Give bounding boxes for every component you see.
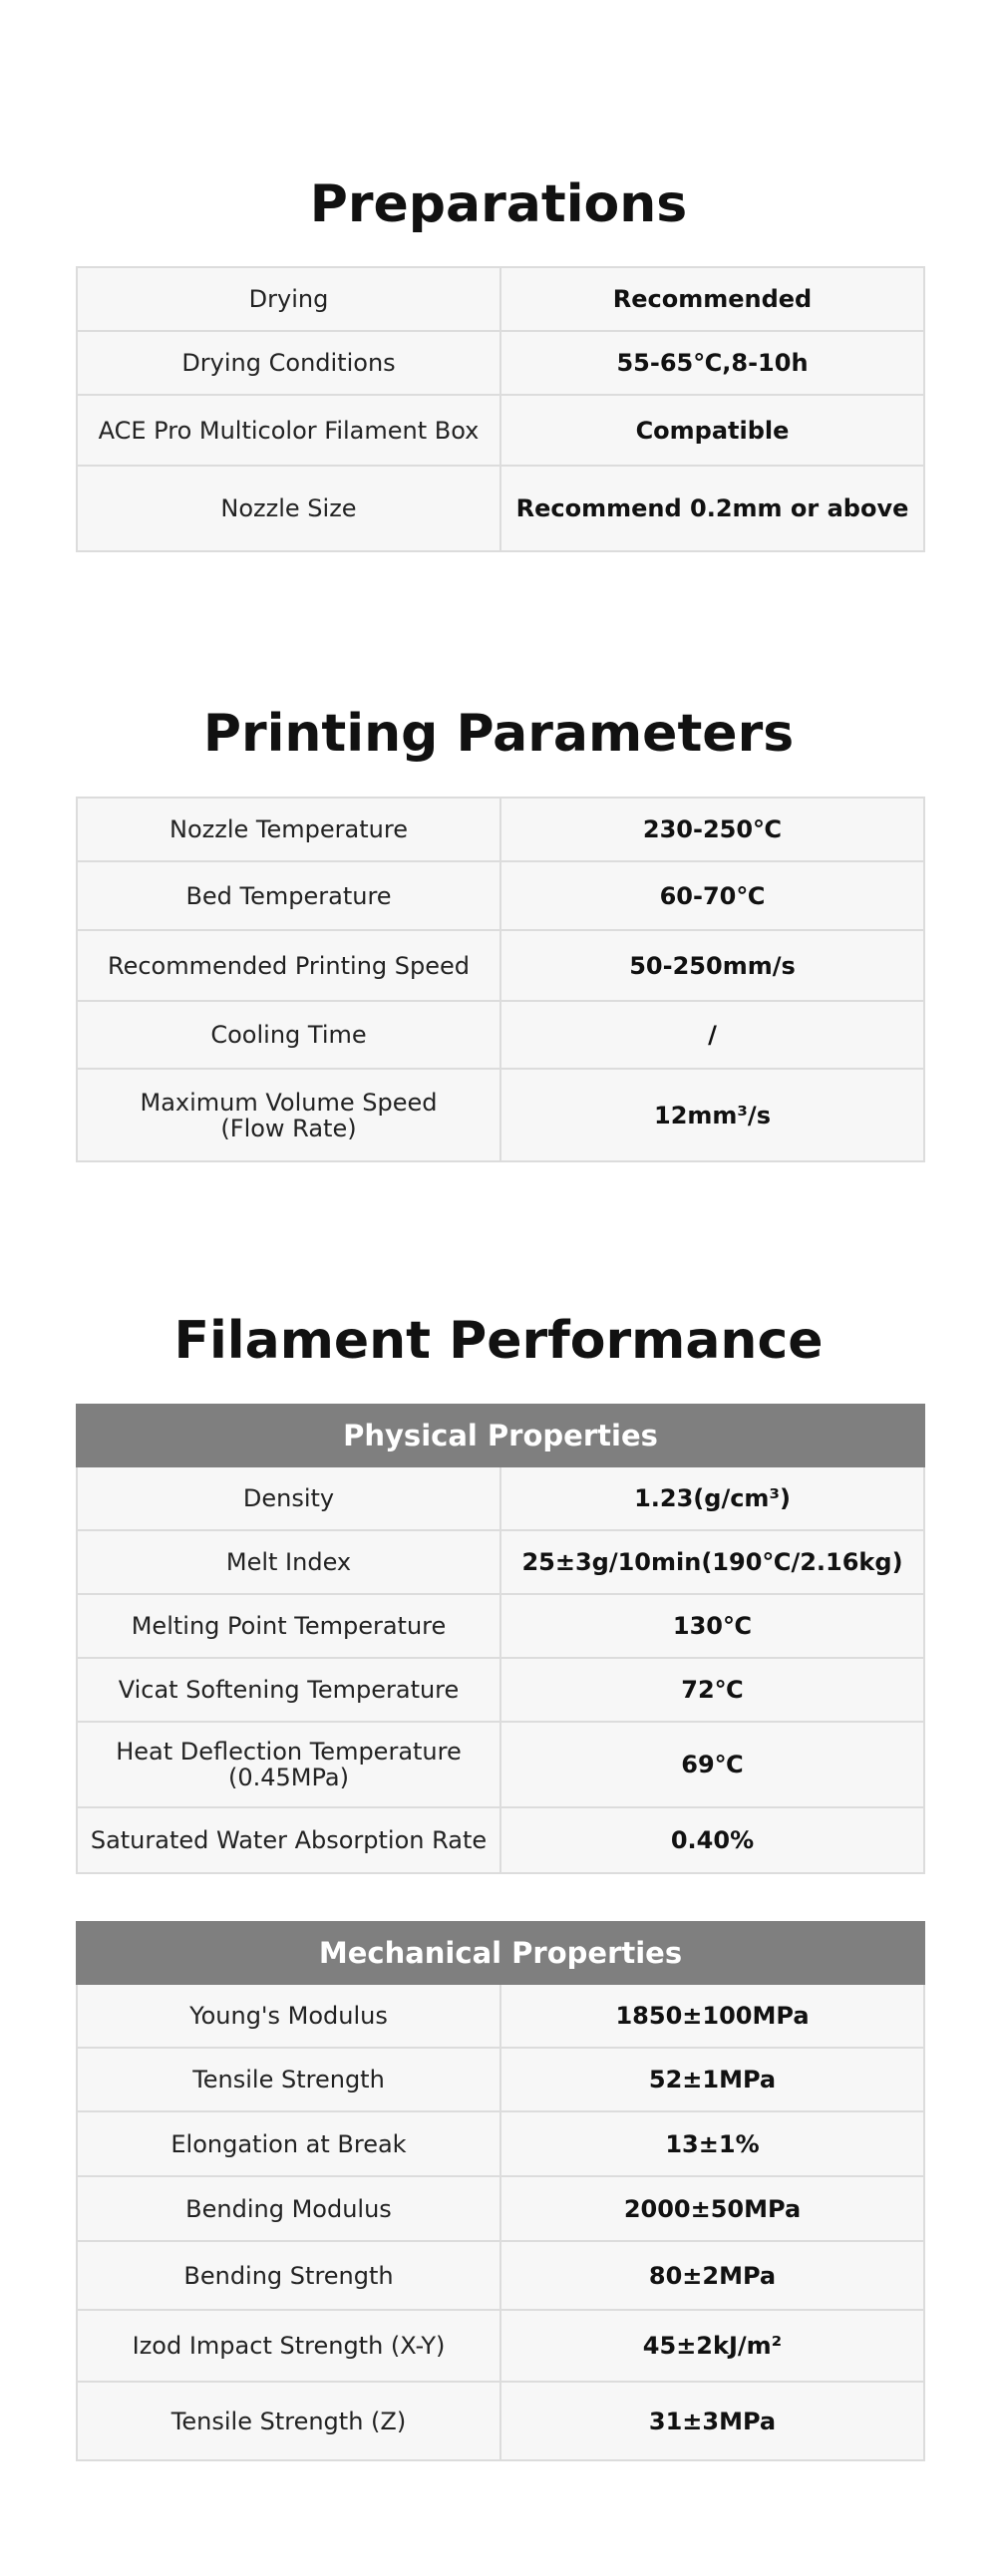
table-row [77, 1658, 924, 1722]
row-label [77, 1069, 500, 1161]
row-label: Bending Strength [77, 2241, 500, 2310]
table-row [77, 2241, 924, 2310]
row-label: Elongation at Break [77, 2111, 500, 2176]
row-value: 1.23(g/cm³) [500, 1466, 924, 1530]
row-value: 25±3g/10min(190℃/2.16kg) [500, 1530, 924, 1594]
table-row [77, 2310, 924, 2382]
row-label: ACE Pro Multicolor Filament Box [77, 395, 500, 466]
table-row [77, 1069, 924, 1161]
table-row [77, 466, 924, 551]
row-value: 0.40% [500, 1807, 924, 1873]
physical-properties-table [76, 1404, 925, 1874]
row-label: Saturated Water Absorption Rate [77, 1807, 500, 1873]
row-value: 12mm³/s [500, 1069, 924, 1161]
row-label: Melt Index [77, 1530, 500, 1594]
row-value: Recommend 0.2mm or above [500, 466, 924, 551]
row-value: 45±2kJ/m² [500, 2310, 924, 2382]
preparations-title: Preparations [309, 174, 688, 234]
row-label: Nozzle Size [77, 466, 500, 551]
row-label: Recommended Printing Speed [77, 930, 500, 1001]
row-label: Drying [77, 267, 500, 331]
row-value: 60-70℃ [500, 861, 924, 930]
table-row [77, 2382, 924, 2460]
row-label: Young's Modulus [77, 1984, 500, 2048]
row-label [77, 1722, 500, 1807]
table-row [77, 1530, 924, 1594]
row-value: 1850±100MPa [500, 1984, 924, 2048]
table-row [77, 1594, 924, 1658]
row-label-sub: (0.45MPa) [228, 1764, 349, 1791]
row-value: 31±3MPa [500, 2382, 924, 2460]
row-label: Cooling Time [77, 1001, 500, 1069]
row-label-main: Maximum Volume Speed [140, 1088, 438, 1117]
row-value: Recommended [500, 267, 924, 331]
row-value: 2000±50MPa [500, 2176, 924, 2241]
table-row [77, 2176, 924, 2241]
physical-properties-header: Physical Properties [77, 1405, 924, 1466]
table-row [77, 1001, 924, 1069]
preparations-table [76, 266, 925, 552]
table-row [77, 1466, 924, 1530]
table-row [77, 2111, 924, 2176]
row-value: Compatible [500, 395, 924, 466]
row-label: Tensile Strength [77, 2048, 500, 2111]
filament-performance-title: Filament Performance [173, 1311, 824, 1371]
row-value: 72℃ [500, 1658, 924, 1722]
table-row [77, 1807, 924, 1873]
table-row [77, 267, 924, 331]
row-value: 69℃ [500, 1722, 924, 1807]
table-row [77, 798, 924, 861]
row-value: 55-65℃,8-10h [500, 331, 924, 395]
printing-parameters-title: Printing Parameters [202, 704, 795, 764]
table-header-row [77, 1405, 924, 1466]
row-label: Drying Conditions [77, 331, 500, 395]
row-label: Izod Impact Strength (X-Y) [77, 2310, 500, 2382]
table-row [77, 395, 924, 466]
row-value: 50-250mm/s [500, 930, 924, 1001]
row-label: Bending Modulus [77, 2176, 500, 2241]
row-value: 230-250℃ [500, 798, 924, 861]
row-label: Melting Point Temperature [77, 1594, 500, 1658]
row-value: 130℃ [500, 1594, 924, 1658]
printing-parameters-table [76, 797, 925, 1162]
row-label-sub: (Flow Rate) [220, 1114, 357, 1142]
row-label: Vicat Softening Temperature [77, 1658, 500, 1722]
table-row [77, 1984, 924, 2048]
mechanical-properties-header: Mechanical Properties [77, 1922, 924, 1984]
row-label: Tensile Strength (Z) [77, 2382, 500, 2460]
row-label: Nozzle Temperature [77, 798, 500, 861]
row-value: / [500, 1001, 924, 1069]
table-row [77, 861, 924, 930]
table-header-row [77, 1922, 924, 1984]
table-row [77, 331, 924, 395]
row-value: 13±1% [500, 2111, 924, 2176]
row-label-main: Heat Deflection Temperature [116, 1738, 462, 1766]
table-row [77, 930, 924, 1001]
row-value: 52±1MPa [500, 2048, 924, 2111]
mechanical-properties-table [76, 1921, 925, 2461]
table-row [77, 2048, 924, 2111]
row-label: Density [77, 1466, 500, 1530]
table-row [77, 1722, 924, 1807]
row-label: Bed Temperature [77, 861, 500, 930]
row-value: 80±2MPa [500, 2241, 924, 2310]
